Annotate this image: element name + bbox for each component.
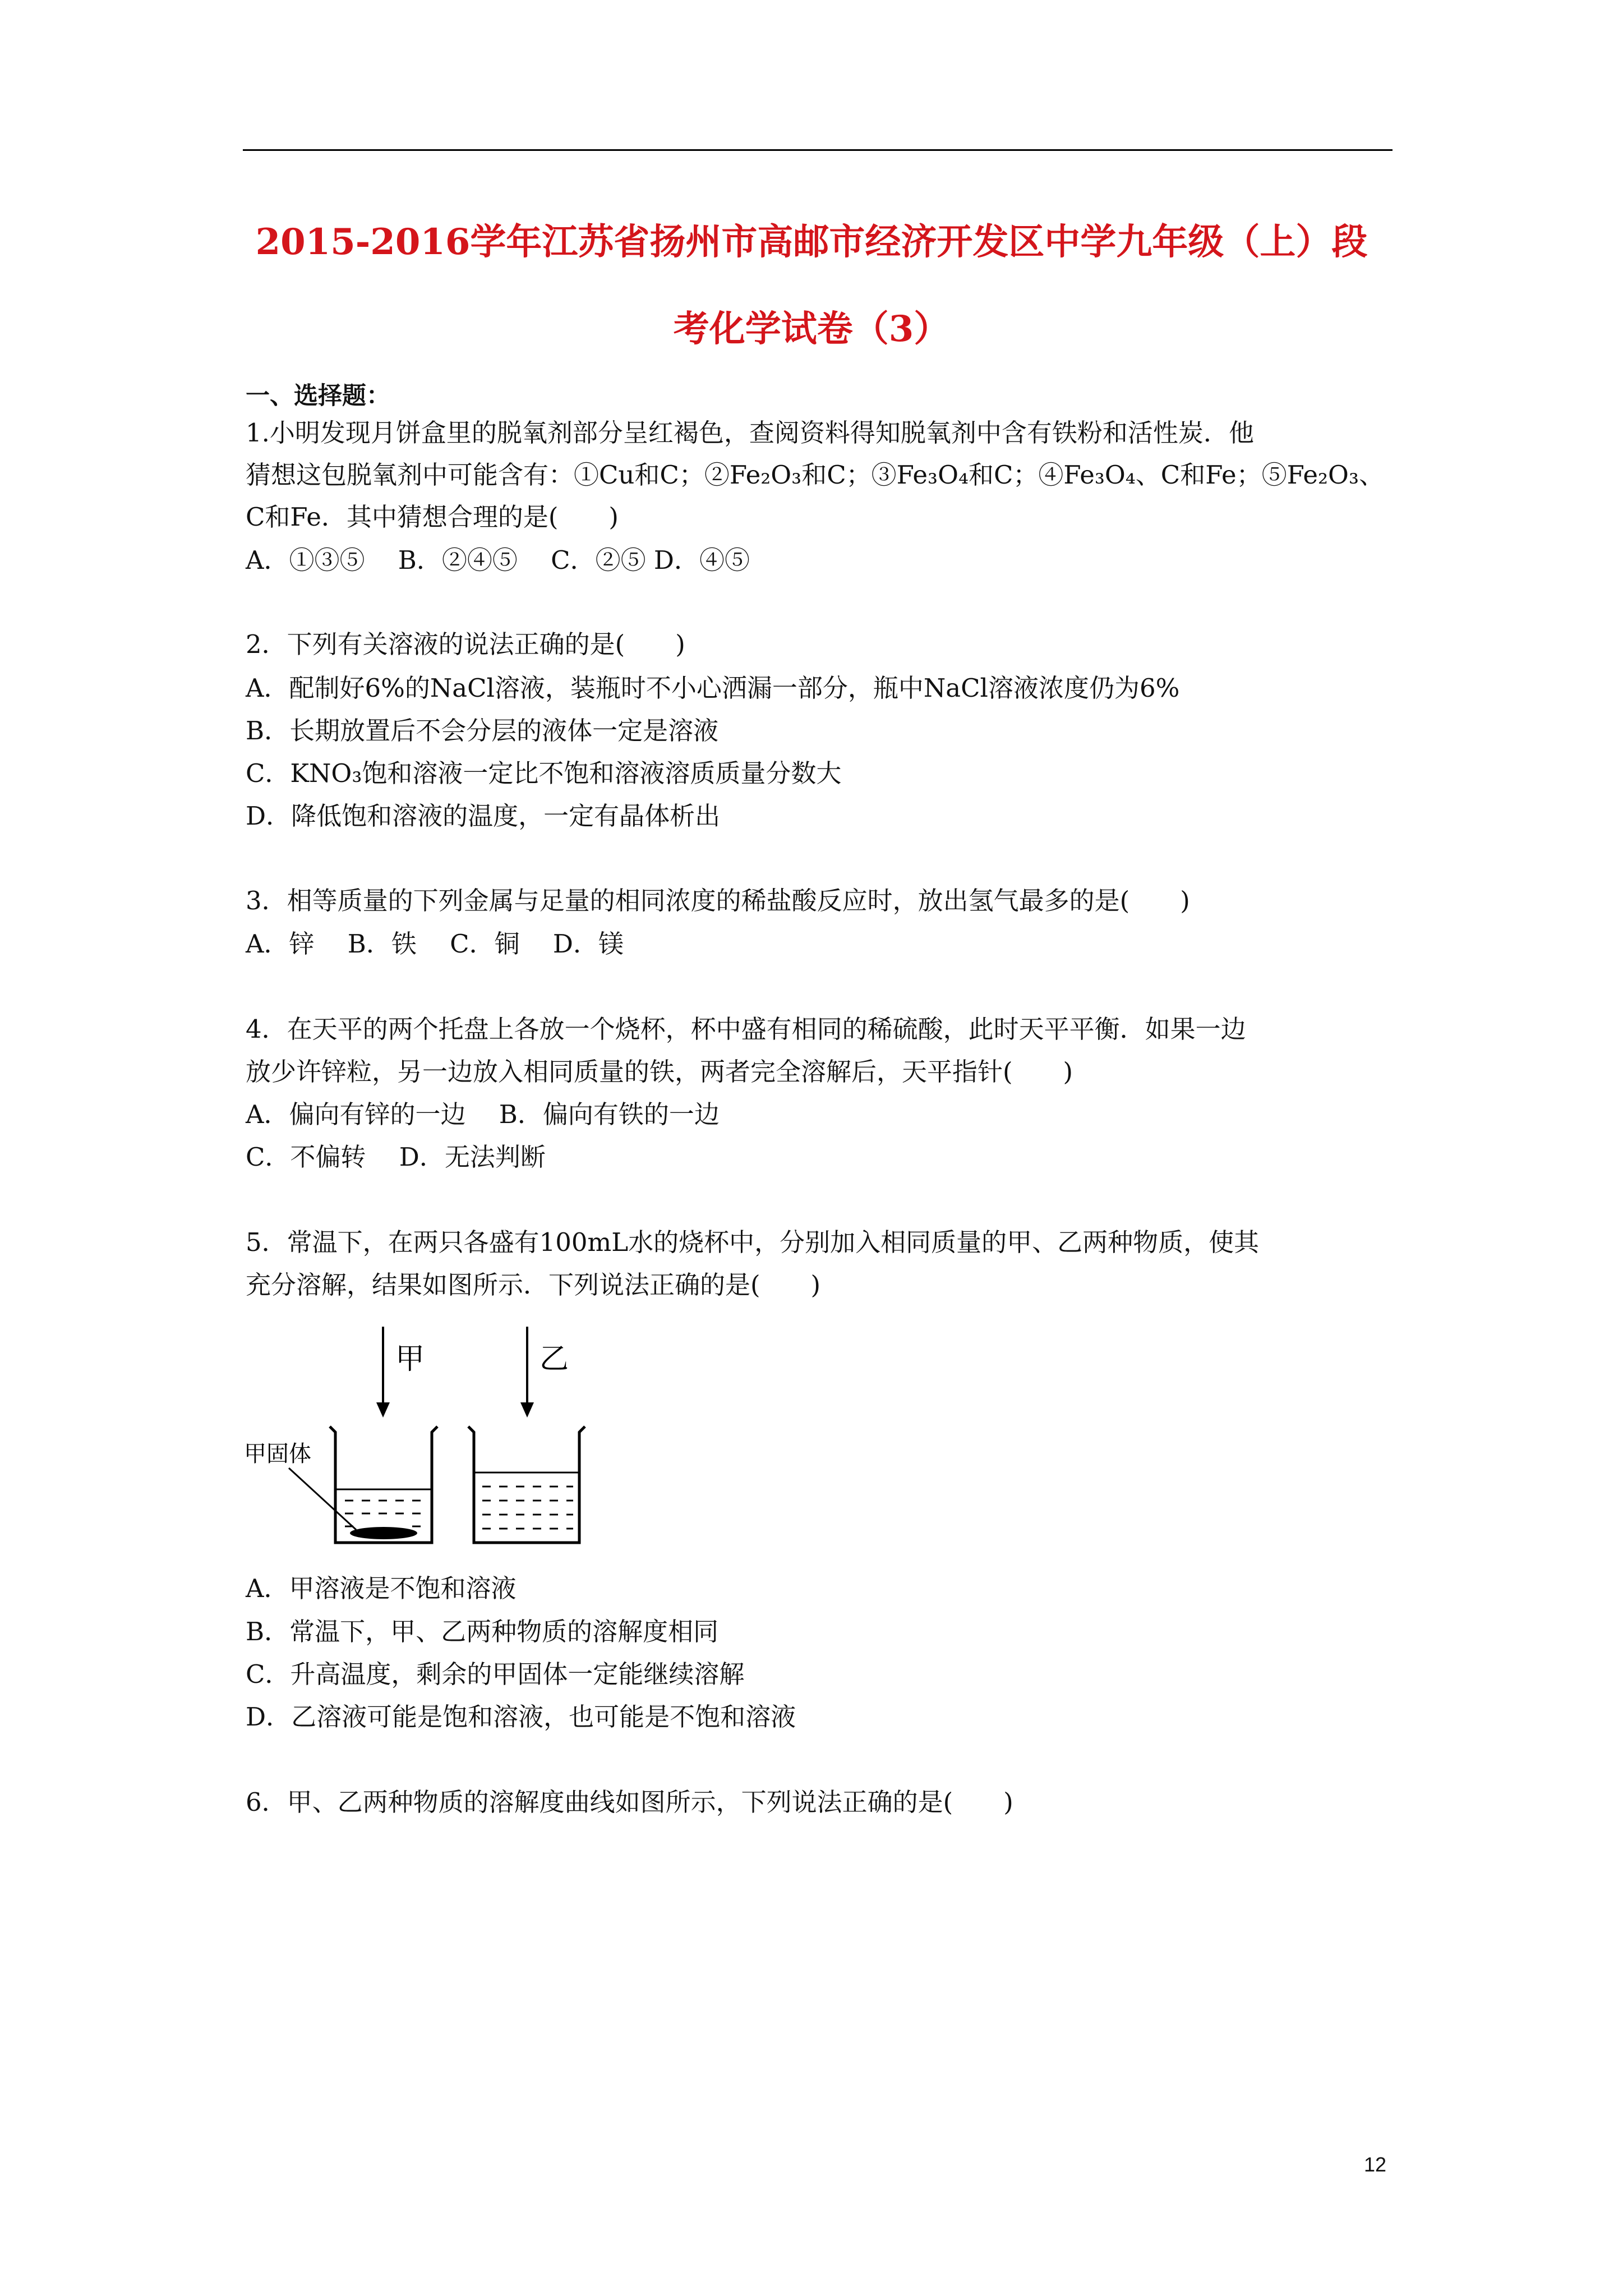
beaker-b-liquid (482, 1487, 573, 1529)
q4-stem-line-2: 放少许锌粒，另一边放入相同质量的铁，两者完全溶解后，天平指针( ) (246, 1057, 1073, 1087)
q5-option-a: A．甲溶液是不饱和溶液 (246, 1573, 517, 1603)
section-title: 一、选择题： (246, 382, 390, 410)
q6-stem: 6．甲、乙两种物质的溶解度曲线如图所示，下列说法正确的是( ) (246, 1787, 1013, 1817)
page-title-line-2: 考化学试卷（3） (673, 308, 950, 350)
undissolved-solid (350, 1527, 417, 1539)
beaker-a (330, 1427, 437, 1543)
arrow-a-head (376, 1402, 390, 1418)
q3-stem: 3．相等质量的下列金属与足量的相同浓度的稀盐酸反应时，放出氢气最多的是( ) (246, 886, 1190, 915)
beaker-figure (241, 1321, 611, 1562)
q1-stem-line-2: 猜想这包脱氧剂中可能含有：①Cu和C；②Fe₂O₃和C；③Fe₃O₄和C；④Fe₃O₄、C和Fe；⑤Fe₂O₃、 (246, 460, 1384, 490)
q5-option-c: C．升高温度，剩余的甲固体一定能继续溶解 (246, 1659, 745, 1689)
label-solid: 甲固体 (244, 1441, 311, 1467)
q5-option-d: D．乙溶液可能是饱和溶液，也可能是不饱和溶液 (246, 1702, 796, 1732)
header-rule (243, 149, 1393, 151)
q2-option-a: A．配制好6%的NaCl溶液，装瓶时不小心洒漏一部分，瓶中NaCl溶液浓度仍为6% (246, 673, 1180, 703)
q1-stem-line-1: 1.小明发现月饼盒里的脱氧剂部分呈红褐色，查阅资料得知脱氧剂中含有铁粉和活性炭．他 (246, 418, 1254, 448)
q1-options: A．①③⑤ B．②④⑤ C．②⑤ D．④⑤ (246, 545, 750, 575)
q5-stem-line-2: 充分溶解，结果如图所示．下列说法正确的是( ) (246, 1270, 821, 1300)
q5-stem-line-1: 5．常温下，在两只各盛有100mL水的烧杯中，分别加入相同质量的甲、乙两种物质，使其 (246, 1227, 1260, 1257)
q4-options-line-2: C．不偏转 D．无法判断 (246, 1142, 546, 1172)
q2-option-b: B．长期放置后不会分层的液体一定是溶液 (246, 716, 719, 746)
q2-option-c: C．KNO₃饱和溶液一定比不饱和溶液溶质质量分数大 (246, 758, 842, 788)
page-number: 12 (1364, 2153, 1387, 2176)
q4-stem-line-1: 4．在天平的两个托盘上各放一个烧杯，杯中盛有相同的稀硫酸，此时天平平衡．如果一边 (246, 1014, 1246, 1044)
q4-options-line-1: A．偏向有锌的一边 B．偏向有铁的一边 (246, 1099, 720, 1129)
solid-pointer-line (289, 1468, 356, 1530)
q5-option-b: B．常温下，甲、乙两种物质的溶解度相同 (246, 1617, 719, 1646)
label-b: 乙 (540, 1342, 569, 1376)
q1-stem-line-3: C和Fe．其中猜想合理的是( ) (246, 502, 619, 532)
arrow-b-head (520, 1402, 534, 1418)
q2-stem: 2．下列有关溶液的说法正确的是( ) (246, 629, 685, 659)
q3-options: A．锌 B．铁 C．铜 D．镁 (246, 929, 624, 959)
q2-option-d: D．降低饱和溶液的温度，一定有晶体析出 (246, 801, 721, 831)
beaker-a-liquid (345, 1501, 421, 1526)
page-title-line-1: 2015-2016学年江苏省扬州市高邮市经济开发区中学九年级（上）段 (255, 221, 1368, 263)
beaker-b (468, 1427, 585, 1543)
label-a: 甲 (395, 1342, 425, 1376)
